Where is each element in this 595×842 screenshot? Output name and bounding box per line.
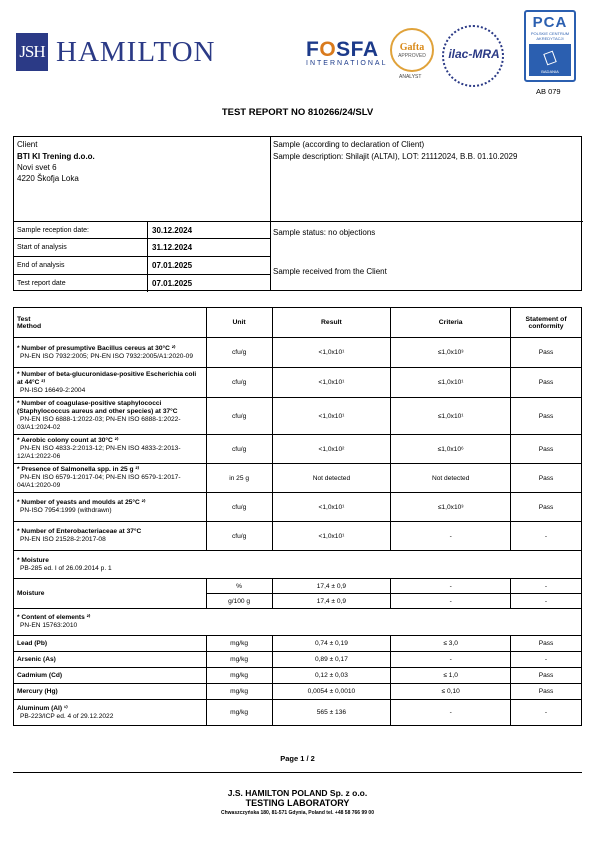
client-city: 4220 Škofja Loka bbox=[17, 174, 79, 183]
table-row: Lead (Pb) mg/kg 0,74 ± 0,19 ≤ 3,0 Pass bbox=[14, 636, 582, 652]
table-row: * Number of presumptive Bacillus cereus at 30°C ²⁾ PN-EN ISO 7932:2005; PN-EN ISO 7932:2005/A1:2020-09 cfu/g <1,0x10¹ ≤1,0x10³ Pass bbox=[14, 338, 582, 368]
column-header-unit: Unit bbox=[206, 308, 272, 338]
gafta-caption: ANALYST bbox=[399, 74, 422, 80]
client-label: Client bbox=[17, 140, 38, 149]
table-row: Arsenic (As) mg/kg 0,89 ± 0,17 - - bbox=[14, 652, 582, 668]
ilac-mra-logo: ilac-MRA bbox=[442, 25, 506, 87]
client-street: Novi svet 6 bbox=[17, 163, 57, 172]
sample-received: Sample received from the Client bbox=[273, 267, 387, 276]
table-row: Aluminum (Al) ¹⁾ PB-223/ICP ed. 4 of 29.12.2022 mg/kg 565 ± 136 - - bbox=[14, 700, 582, 726]
column-header-conformity: Statement of conformity bbox=[511, 308, 582, 338]
table-row: Mercury (Hg) mg/kg 0,0054 ± 0,0010 ≤ 0,10 Pass bbox=[14, 684, 582, 700]
date-label: Sample reception date: bbox=[17, 227, 89, 234]
column-header-result: Result bbox=[272, 308, 391, 338]
footer-address: Chwaszczyńska 180, 81-571 Gdynia, Poland tel. +48 58 766 99 00 bbox=[220, 810, 374, 816]
flask-icon bbox=[543, 51, 557, 66]
client-name: BTI KI Trening d.o.o. bbox=[17, 152, 95, 161]
date-label: Test report date bbox=[17, 280, 66, 287]
gafta-logo: Gafta APPROVED bbox=[390, 28, 434, 72]
report-info-block bbox=[13, 136, 582, 291]
date-label: Start of analysis bbox=[17, 244, 67, 251]
accreditation-code: AB 079 bbox=[536, 87, 561, 96]
table-row: * Aerobic colony count at 30°C ²⁾ PN-EN ISO 4833-2:2013-12; PN-EN ISO 4833-2:2013-12/A1:2022-06 cfu/g <1,0x10² ≤1,0x10⁶ Pass bbox=[14, 435, 582, 464]
sample-status: Sample status: no objections bbox=[273, 228, 376, 237]
table-row: Moisture % 17,4 ± 0,9 - - bbox=[14, 579, 582, 594]
table-section-row: * Moisture PB-285 ed. I of 26.09.2014 p. 1 bbox=[14, 551, 582, 579]
date-value: 07.01.2025 bbox=[152, 261, 193, 270]
date-value: 30.12.2024 bbox=[152, 226, 193, 235]
footer-lab: TESTING LABORATORY bbox=[245, 798, 350, 808]
column-header-criteria: Criteria bbox=[391, 308, 511, 338]
date-value: 07.01.2025 bbox=[152, 279, 193, 288]
sample-label: Sample (according to declaration of Client) bbox=[273, 140, 425, 149]
table-row: * Number of yeasts and moulds at 25°C ²⁾ PN-ISO 7954:1999 (withdrawn) cfu/g <1,0x10¹ ≤1,0x10³ Pass bbox=[14, 493, 582, 522]
footer-divider bbox=[13, 772, 582, 773]
table-header-row bbox=[14, 308, 582, 338]
date-value: 31.12.2024 bbox=[152, 243, 193, 252]
table-row: Cadmium (Cd) mg/kg 0,12 ± 0,03 ≤ 1,0 Pass bbox=[14, 668, 582, 684]
report-title: TEST REPORT NO 810266/24/SLV bbox=[221, 107, 374, 118]
company-name: HAMILTON bbox=[56, 36, 216, 68]
column-header-test: Test Method bbox=[14, 308, 207, 338]
table-row: * Number of Enterobacteriaceae at 37°C PN-EN ISO 21528-2:2017-08 cfu/g <1,0x10¹ - - bbox=[14, 522, 582, 551]
sample-description: Sample description: Shilajit (ALTAI), LOT: 21112024, B.B. 01.10.2029 bbox=[273, 152, 518, 161]
results-table bbox=[13, 307, 582, 726]
table-row: g/100 g 17,4 ± 0,9 - - bbox=[14, 594, 582, 609]
table-row: * Number of coagulase-positive staphylococci (Staphylococcus aureus and other species) at 37°C PN-EN ISO 6888-1:2022-03; PN-EN ISO 6888-1:2022-03/A1:2024-02 cfu/g <1,0x10¹ ≤1,0x10¹ Pass bbox=[14, 398, 582, 435]
table-row: * Presence of Salmonella spp. in 25 g ²⁾ PN-EN ISO 6579-1:2017-04; PN-EN ISO 6579-1:2017-04/A1:2020-09 in 25 g Not detected Not detected Pass bbox=[14, 464, 582, 493]
page-number: Page 1 / 2 bbox=[280, 754, 315, 763]
date-label: End of analysis bbox=[17, 262, 65, 269]
table-section-row: * Content of elements ²⁾ PN-EN 15763:2010 bbox=[14, 609, 582, 636]
fosfa-logo: FOSFA INTERNATIONAL bbox=[306, 38, 388, 67]
footer-company: J.S. HAMILTON POLAND Sp. z o.o. bbox=[227, 788, 368, 798]
company-logo-mark: JSH bbox=[16, 33, 48, 71]
pca-accreditation-logo: PCA POLSKIE CENTRUM AKREDYTACJI BADANIA bbox=[524, 10, 576, 82]
table-row: * Number of beta-glucuronidase-positive Escherichia coli at 44°C ²⁾ PN-ISO 16649-2:2004 cfu/g <1,0x10¹ ≤1,0x10¹ Pass bbox=[14, 368, 582, 398]
